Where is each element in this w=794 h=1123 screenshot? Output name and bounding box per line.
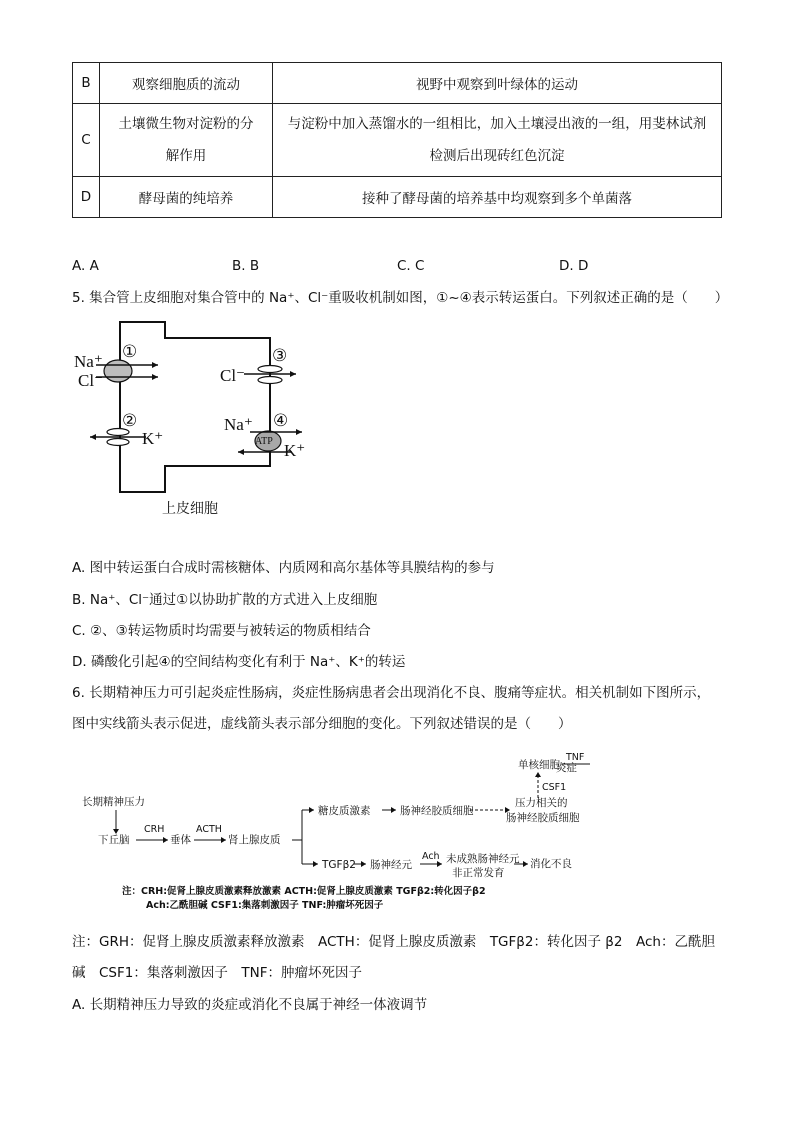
row-topic xyxy=(100,104,273,177)
row-topic: 酵母菌的纯培养 xyxy=(100,177,273,218)
row-topic: 观察细胞质的流动 xyxy=(100,63,273,104)
row-letter: B xyxy=(73,63,100,104)
row-result: 接种了酵母菌的培养基中均观察到多个单菌落 xyxy=(273,177,722,218)
node-stress: 长期精神压力 xyxy=(82,796,145,808)
option-d[interactable]: D. D xyxy=(559,258,589,274)
row-letter: C xyxy=(73,104,100,177)
diagram-note-1: 注：CRH:促肾上腺皮质激素释放激素 ACTH:促肾上腺皮质激素 TGFβ2:转化因子β2 xyxy=(122,886,486,897)
row-result-line: 与淀粉中加入蒸馏水的一组相比，加入土壤浸出液的一组，用斐林试剂 xyxy=(287,116,707,132)
q4-options xyxy=(72,258,722,278)
label-circle-2: ② xyxy=(122,411,138,430)
label-circle-3: ③ xyxy=(272,346,288,365)
options-table xyxy=(72,62,722,218)
label-cl-left: Cl⁻ xyxy=(78,371,104,390)
q6-note-line: 碱 CSF1：集落刺激因子 TNF：肿瘤坏死因子 xyxy=(72,965,362,981)
cell-outline xyxy=(120,322,270,492)
node-immature-2: 非正常发育 xyxy=(452,867,505,879)
q5-option-d[interactable]: D. 磷酸化引起④的空间结构变化有利于 Na⁺、K⁺的转运 xyxy=(72,654,406,670)
label-circle-1: ① xyxy=(122,342,138,361)
label-ach: Ach xyxy=(422,851,440,862)
label-cl-right: Cl⁻ xyxy=(220,366,246,385)
row-result-line: 检测后出现砖红色沉淀 xyxy=(429,148,565,164)
label-cell: 上皮细胞 xyxy=(162,501,218,517)
row-result: 视野中观察到叶绿体的运动 xyxy=(273,63,722,104)
transporter-3 xyxy=(258,366,282,373)
node-immature-1: 未成熟肠神经元 xyxy=(446,853,520,865)
node-enteric-glia: 肠神经胶质细胞 xyxy=(400,805,474,817)
node-hypothalamus: 下丘脑 xyxy=(98,834,130,846)
node-stress-glia-2: 肠神经胶质细胞 xyxy=(506,812,580,824)
table-row xyxy=(73,177,722,218)
label-k-left: K⁺ xyxy=(142,429,164,448)
label-circle-4: ④ xyxy=(273,411,289,430)
option-a[interactable]: A. A xyxy=(72,258,99,274)
row-letter: D xyxy=(73,177,100,218)
node-pituitary: 垂体 xyxy=(170,834,191,846)
node-adrenal-cortex: 肾上腺皮质 xyxy=(228,834,281,846)
node-indigestion: 消化不良 xyxy=(530,858,572,870)
q5-option-b[interactable]: B. Na⁺、Cl⁻通过①以协助扩散的方式进入上皮细胞 xyxy=(72,592,378,608)
node-neuron: 肠神经元 xyxy=(370,859,412,871)
table-row xyxy=(73,104,722,177)
label-acth: ACTH xyxy=(196,824,222,835)
label-csf1: CSF1 xyxy=(542,782,567,793)
option-c[interactable]: C. C xyxy=(397,258,425,274)
label-tnf: TNF xyxy=(566,752,585,763)
node-tgfb2: TGFβ2 xyxy=(322,859,356,871)
node-stress-glia-1: 压力相关的 xyxy=(515,797,568,809)
row-topic-line: 解作用 xyxy=(165,148,207,164)
row-topic-line: 土壤微生物对淀粉的分 xyxy=(118,116,254,132)
q6-note-line: 注：GRH：促肾上腺皮质激素释放激素 ACTH：促肾上腺皮质激素 TGFβ2：转化因子 β2 Ach：乙酰胆 xyxy=(72,934,715,950)
label-atp: ATP xyxy=(255,436,273,447)
transporter-1 xyxy=(104,360,132,382)
q5-option-a[interactable]: A. 图中转运蛋白合成时需核糖体、内质网和高尔基体等具膜结构的参与 xyxy=(72,560,495,576)
epithelial-cell-diagram xyxy=(70,316,330,526)
label-na-left: Na⁺ xyxy=(74,352,103,371)
q6-stem-line: 图中实线箭头表示促进，虚线箭头表示部分细胞的变化。下列叙述错误的是（ ） xyxy=(72,716,572,732)
option-b[interactable]: B. B xyxy=(232,258,260,274)
q5-stem: 5. 集合管上皮细胞对集合管中的 Na⁺、Cl⁻重吸收机制如图，①~④表示转运蛋白。下列叙述正确的是（ ） xyxy=(72,290,729,306)
table-row xyxy=(73,63,722,104)
label-crh: CRH xyxy=(144,824,165,835)
q5-option-c[interactable]: C. ②、③转运物质时均需要与被转运的物质相结合 xyxy=(72,623,371,639)
q6-option-a[interactable]: A. 长期精神压力导致的炎症或消化不良属于神经一体液调节 xyxy=(72,997,428,1013)
row-result xyxy=(273,104,722,177)
stress-mechanism-diagram xyxy=(70,748,590,918)
node-monocyte: 单核细胞 xyxy=(518,759,560,771)
label-na-right: Na⁺ xyxy=(224,415,253,434)
node-inflammation: 炎症 xyxy=(556,762,577,774)
label-k-right: K⁺ xyxy=(284,441,306,460)
q6-stem-line: 6. 长期精神压力可引起炎症性肠病，炎症性肠病患者会出现消化不良、腹痛等症状。相关机制如下图所示， xyxy=(72,685,711,701)
node-glucocorticoid: 糖皮质激素 xyxy=(318,805,371,817)
diagram-note-2: Ach:乙酰胆碱 CSF1:集落刺激因子 TNF:肿瘤坏死因子 xyxy=(146,900,384,911)
